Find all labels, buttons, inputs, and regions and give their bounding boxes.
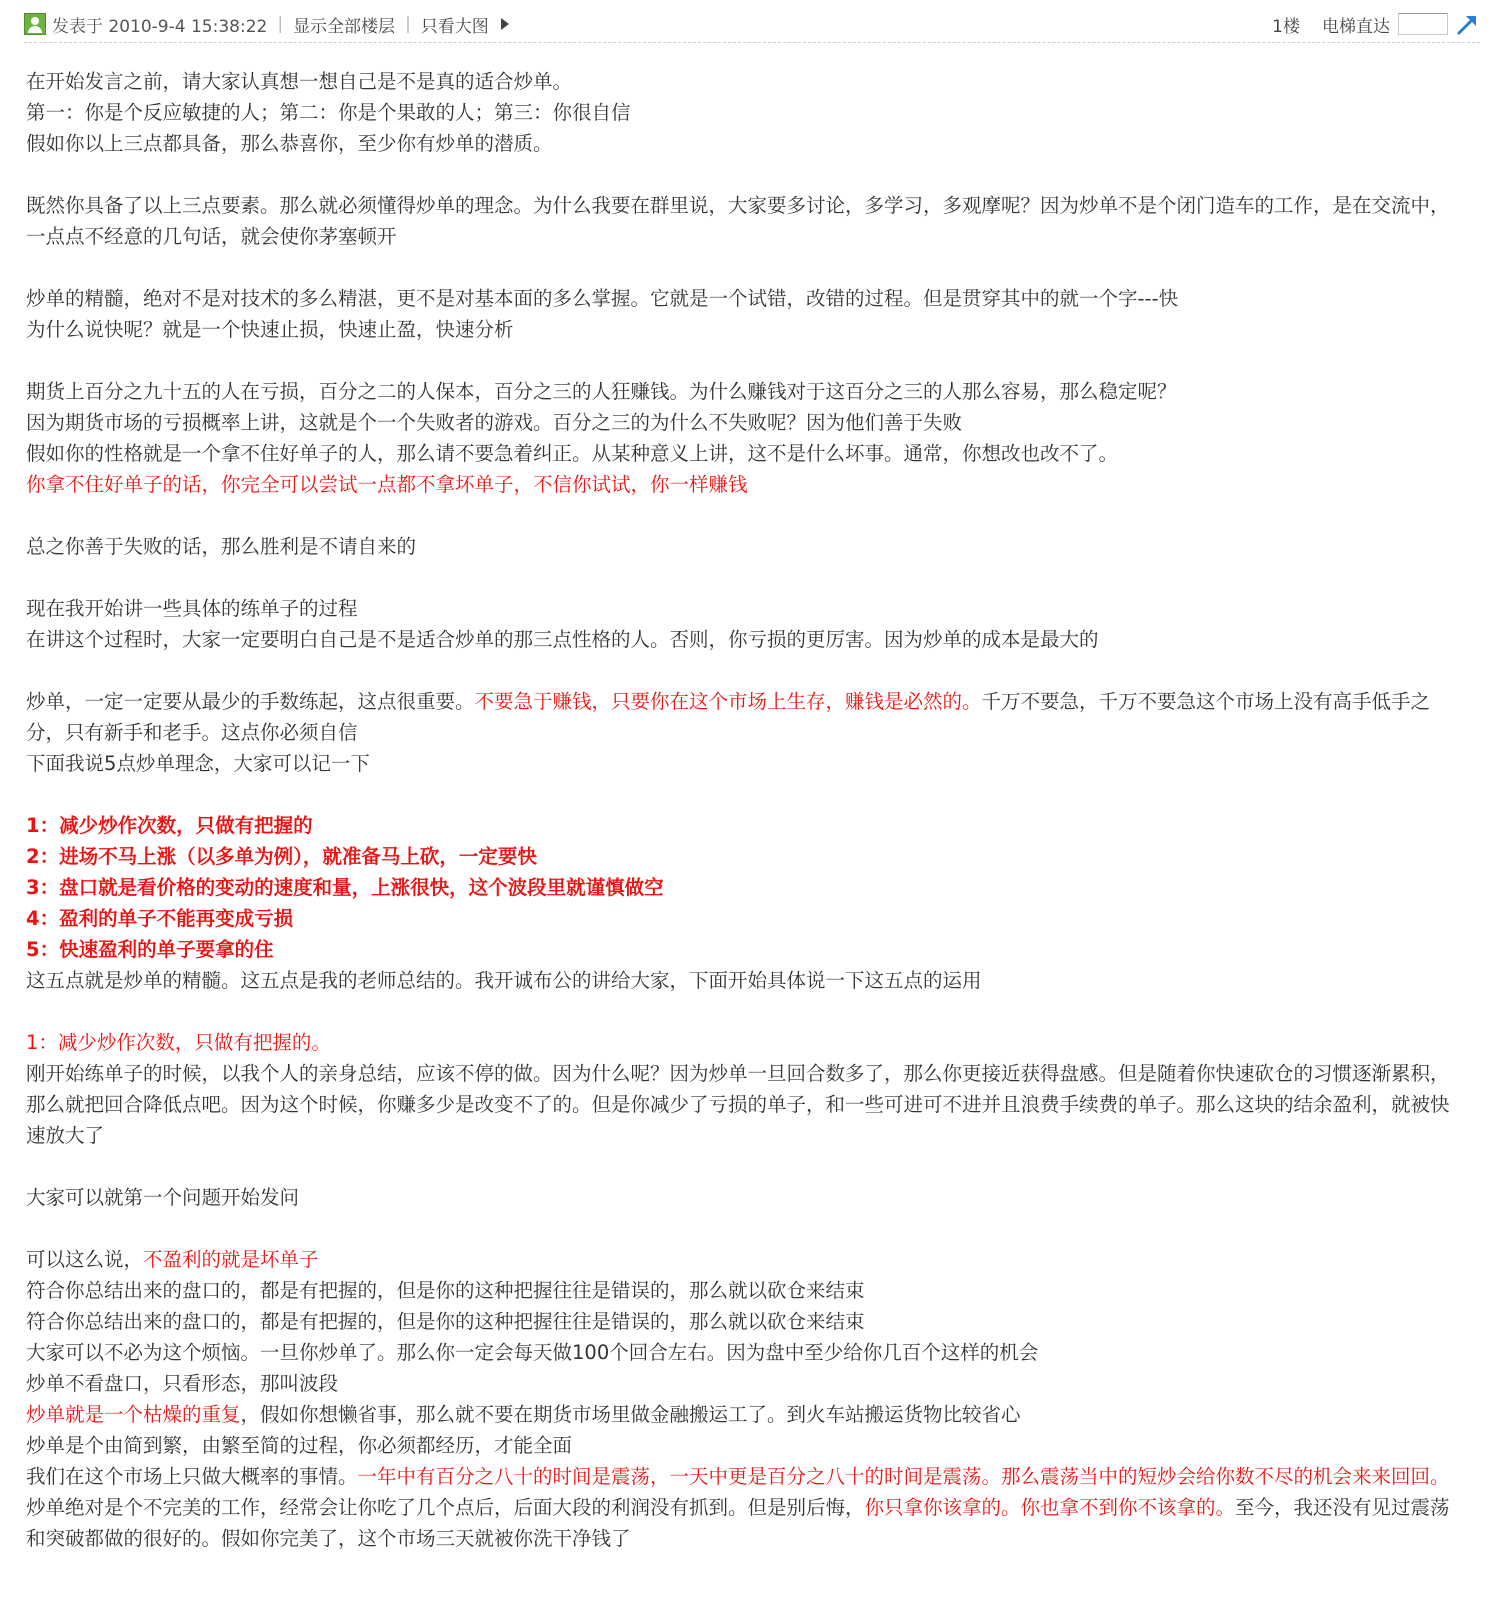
go-arrow-icon[interactable] [1456,12,1480,36]
rule-item: 1：减少炒作次数，只做有把握的 [26,814,313,837]
paragraph: 总之你善于失败的话，那么胜利是不请自来的 [26,535,417,558]
paragraph: 大家可以就第一个问题开始发问 [26,1186,300,1209]
elevator-label: 电梯直达 [1322,16,1390,37]
rule-item: 5：快速盈利的单子要拿的住 [26,938,274,961]
caret-right-icon[interactable] [501,18,509,30]
paragraph: 现在我开始讲一些具体的练单子的过程 [26,597,358,620]
show-all-floors-link[interactable]: 显示全部楼层 [293,16,396,37]
text-run: 可以这么说， [26,1248,144,1271]
paragraph: 炒单是个由简到繁，由繁至简的过程，你必须都经历，才能全面 [26,1434,573,1457]
paragraph: 大家可以不必为这个烦恼。一旦你炒单了。那么你一定会每天做100个回合左右。因为盘中至少给你几百个这样的机会 [26,1341,1039,1364]
paragraph: 在讲这个过程时，大家一定要明白自己是不是适合炒单的那三点性格的人。否则，你亏损的更厉害。因为炒单的成本是最大的 [26,628,1099,651]
highlighted-paragraph: 你拿不住好单子的话，你完全可以尝试一点都不拿坏单子，不信你试试，你一样赚钱 [26,473,748,496]
text-run: 至今，我还没有见过震荡和突破都做的很好的。假如你完美了，这个市场三天就被你洗干净钱了 [26,1496,1450,1550]
post-body [26,66,1456,1554]
paragraph: 既然你具备了以上三点要素。那么就必须懂得炒单的理念。为什么我要在群里说，大家要多讨论，多学习，多观摩呢？因为炒单不是个闭门造车的工作，是在交流中，一点点不经意的几句话，就会使你茅塞顿开 [26,194,1450,248]
paragraph [26,1461,1456,1554]
section-heading: 1：减少炒作次数，只做有把握的。 [26,1031,331,1054]
post-time: 发表于 2010-9-4 15:38:22 [52,16,268,37]
paragraph: 假如你的性格就是一个拿不住好单子的人，那么请不要急着纠正。从某种意义上讲，这不是什么坏事。通常，你想改也改不了。 [26,442,1119,465]
online-user-icon [24,13,46,35]
divider: | [405,14,411,34]
post-header [24,8,1480,43]
rule-item: 2：进场不马上涨（以多单为例），就准备马上砍，一定要快 [26,845,537,868]
paragraph: 假如你以上三点都具备，那么恭喜你，至少你有炒单的潜质。 [26,132,553,155]
highlighted-text: 你只拿你该拿的。你也拿不到你不该拿的。 [864,1496,1236,1519]
paragraph: 符合你总结出来的盘口的，都是有把握的，但是你的这种把握往往是错误的，那么就以砍仓来结束 [26,1279,865,1302]
rule-item: 3：盘口就是看价格的变动的速度和量，上涨很快，这个波段里就谨慎做空 [26,876,664,899]
highlighted-text: 不要急于赚钱，只要你在这个市场上生存，赚钱是必然的。 [474,690,982,713]
text-run: 我们在这个市场上只做大概率的事情。 [26,1465,358,1488]
floor-nav [1272,10,1480,38]
paragraph: 炒单的精髓，绝对不是对技术的多么精湛，更不是对基本面的多么掌握。它就是一个试错，改错的过程。但是贯穿其中的就一个字---快 [26,287,1179,310]
paragraph: 第一：你是个反应敏捷的人；第二：你是个果敢的人；第三：你很自信 [26,101,631,124]
paragraph: 这五点就是炒单的精髓。这五点是我的老师总结的。我开诚布公的讲给大家，下面开始具体说一下这五点的运用 [26,969,982,992]
paragraph [26,1244,1456,1275]
highlighted-text: 一年中有百分之八十的时间是震荡，一天中更是百分之八十的时间是震荡。那么震荡当中的短炒会给你数不尽的机会来来回回。 [357,1465,1450,1488]
paragraph: 刚开始练单子的时候，以我个人的亲身总结，应该不停的做。因为什么呢？因为炒单一旦回合数多了，那么你更接近获得盘感。但是随着你快速砍仓的习惯逐渐累积，那么就把回合降低点吧。因为这个时候，你赚多少是改变不了的。但是你减少了亏损的单子，和一些可进可不进并且浪费手续费的单子。那么这块的结余盈利，就被快速放大了 [26,1062,1450,1147]
highlighted-text: 炒单就是一个枯燥的重复 [26,1403,241,1426]
paragraph: 符合你总结出来的盘口的，都是有把握的，但是你的这种把握往往是错误的，那么就以砍仓来结束 [26,1310,865,1333]
paragraph [26,686,1456,748]
divider: | [277,14,284,34]
paragraph: 期货上百分之九十五的人在亏损，百分之二的人保本，百分之三的人狂赚钱。为什么赚钱对于这百分之三的人那么容易，那么稳定呢？ [26,380,1177,403]
paragraph: 在开始发言之前，请大家认真想一想自己是不是真的适合炒单。 [26,70,573,93]
highlighted-text: 不盈利的就是坏单子 [143,1248,319,1271]
paragraph: 炒单不看盘口，只看形态，那叫波段 [26,1372,339,1395]
rule-item: 4：盈利的单子不能再变成亏损 [26,907,294,930]
paragraph: 下面我说5点炒单理念，大家可以记一下 [26,752,370,775]
paragraph [26,1399,1456,1430]
only-images-link[interactable]: 只看大图 [420,16,489,37]
text-run: 炒单绝对是个不完美的工作，经常会让你吃了几个点后，后面大段的利润没有抓到。但是别后悔， [26,1496,865,1519]
text-run: 炒单，一定一定要从最少的手数练起，这点很重要。 [26,690,475,713]
floor-number: 1楼 [1272,16,1300,37]
text-run: 千万不要急，千万不要急这个市场上没有高手低手之分，只有新手和老手。这点你必须自信 [26,690,1431,744]
post-meta [24,10,509,38]
paragraph: 为什么说快呢？就是一个快速止损，快速止盈，快速分析 [26,318,514,341]
floor-jump-input[interactable] [1398,13,1448,35]
text-run: ，假如你想懒省事，那么就不要在期货市场里做金融搬运工了。到火车站搬运货物比较省心 [240,1403,1021,1426]
paragraph: 因为期货市场的亏损概率上讲，这就是个一个失败者的游戏。百分之三的为什么不失败呢？因为他们善于失败 [26,411,963,434]
